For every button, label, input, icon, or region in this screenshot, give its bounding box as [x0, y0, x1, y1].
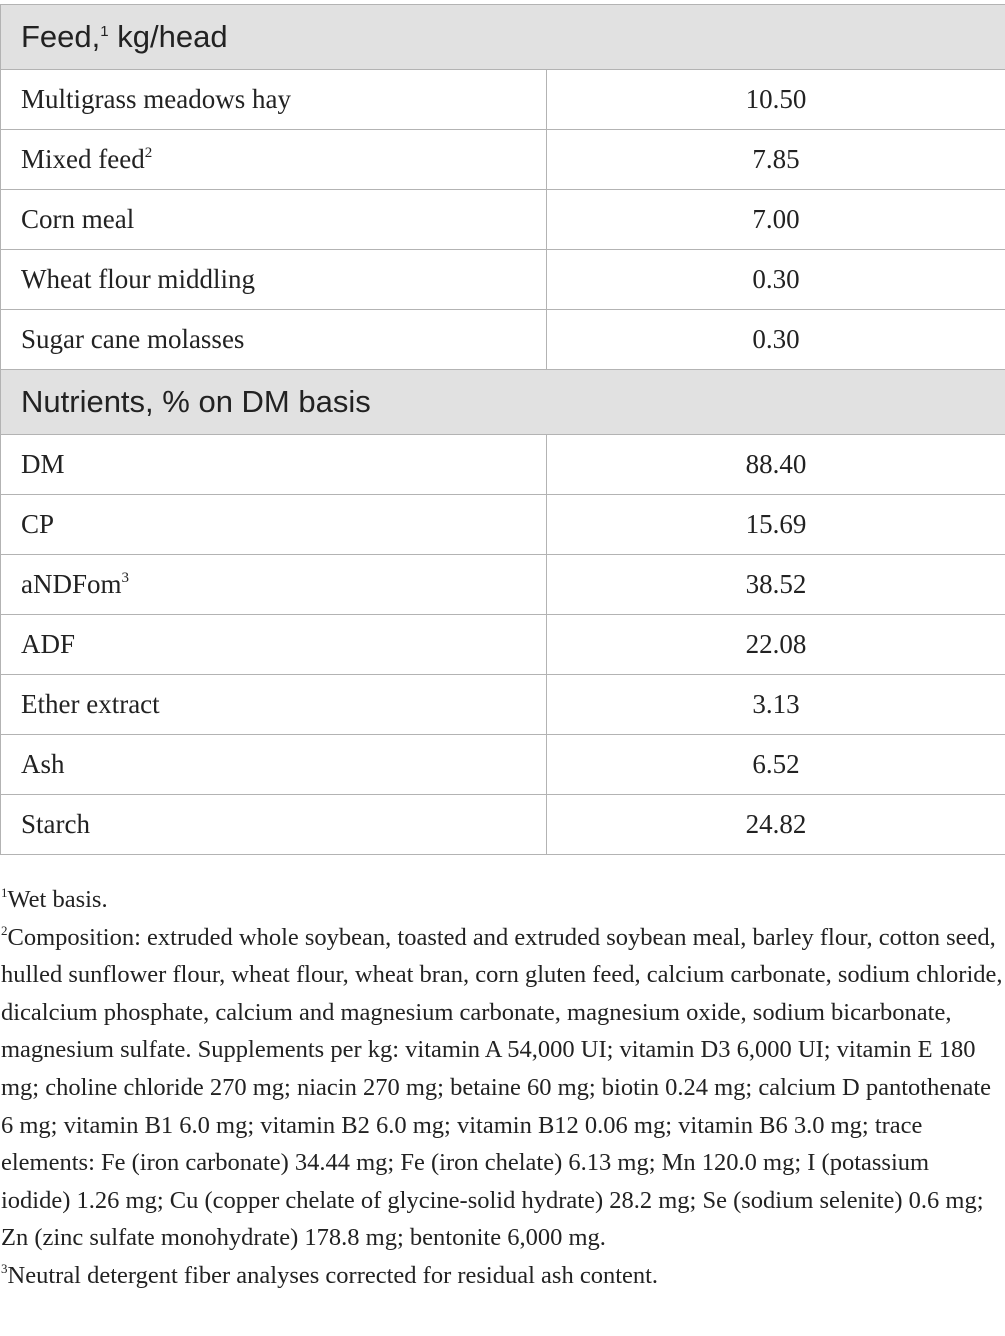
footnote-marker: 1	[100, 23, 109, 40]
row-label: aNDFom$^3$	[1, 555, 547, 615]
table-row	[1, 130, 1005, 190]
table-row	[1, 70, 1005, 130]
row-value: 7.85	[547, 130, 1005, 190]
row-label: ADF	[1, 615, 547, 675]
row-label: Mixed feed$^2$	[1, 130, 547, 190]
row-label: Ash	[1, 735, 547, 795]
footnotes	[1, 881, 1003, 1295]
row-label: CP	[1, 495, 547, 555]
row-label: Multigrass meadows hay	[1, 70, 547, 130]
feed-section-title: Feed,$^1$ kg/head	[1, 5, 1005, 70]
row-value: 0.30	[547, 310, 1005, 370]
row-label: Starch	[1, 795, 547, 855]
row-value: 24.82	[547, 795, 1005, 855]
nutrient-section-header	[1, 370, 1005, 435]
table-row	[1, 435, 1005, 495]
row-value: 7.00	[547, 190, 1005, 250]
table-row	[1, 250, 1005, 310]
row-label: Ether extract	[1, 675, 547, 735]
row-value: 88.40	[547, 435, 1005, 495]
table-row	[1, 615, 1005, 675]
footnote: $^2$Composition: extruded whole soybean, toasted and extruded soybean meal, barley flour, cotton seed, hulled sunflower flour, wheat flour, wheat bran, corn gluten feed, calcium carbonate, sodium chloride, dicalcium phosphate, calcium and magnesium carbonate, magnesium oxide, sodium bicarbonate, magnesium sulfate. Supplements per kg: vitamin A 54,000 UI; vitamin D3 6,000 UI; vitamin E 180 mg; choline chloride 270 mg; niacin 270 mg; betaine 60 mg; biotin 0.24 mg; calcium D pantothenate 6 mg; vitamin B1 6.0 mg; vitamin B2 6.0 mg; vitamin B12 0.06 mg; vitamin B6 3.0 mg; trace elements: Fe (iron carbonate) 34.44 mg; Fe (iron chelate) 6.13 mg; Mn 120.0 mg; I (potassium iodide) 1.26 mg; Cu (copper chelate of glycine-solid hydrate) 28.2 mg; Se (sodium selenite) 0.6 mg; Zn (zinc sulfate monohydrate) 178.8 mg; bentonite 6,000 mg.	[1, 922, 1003, 1252]
row-value: 3.13	[547, 675, 1005, 735]
row-value: 0.30	[547, 250, 1005, 310]
table-row	[1, 795, 1005, 855]
footnote-marker: 2	[1, 922, 8, 938]
diet-composition-table	[0, 4, 1005, 855]
footnote-marker: 3	[121, 570, 129, 586]
footnote: $^3$Neutral detergent fiber analyses corrected for residual ash content.	[1, 1260, 659, 1289]
row-value: 6.52	[547, 735, 1005, 795]
row-label: Wheat flour middling	[1, 250, 547, 310]
row-value: 15.69	[547, 495, 1005, 555]
table-row	[1, 735, 1005, 795]
row-value: 38.52	[547, 555, 1005, 615]
row-value: 10.50	[547, 70, 1005, 130]
table-row	[1, 675, 1005, 735]
table-row	[1, 495, 1005, 555]
footnote-marker: 3	[1, 1260, 8, 1276]
feed-section-header	[1, 5, 1005, 70]
footnote-marker: 2	[144, 145, 153, 161]
row-label: Corn meal	[1, 190, 547, 250]
footnote: $^1$Wet basis.	[1, 885, 108, 913]
table-row	[1, 555, 1005, 615]
footnote-marker: 1	[1, 885, 8, 900]
row-label: Sugar cane molasses	[1, 310, 547, 370]
row-value: 22.08	[547, 615, 1005, 675]
row-label: DM	[1, 435, 547, 495]
table-row	[1, 190, 1005, 250]
nutrient-section-title: Nutrients, % on DM basis	[1, 370, 1005, 435]
table-row	[1, 310, 1005, 370]
